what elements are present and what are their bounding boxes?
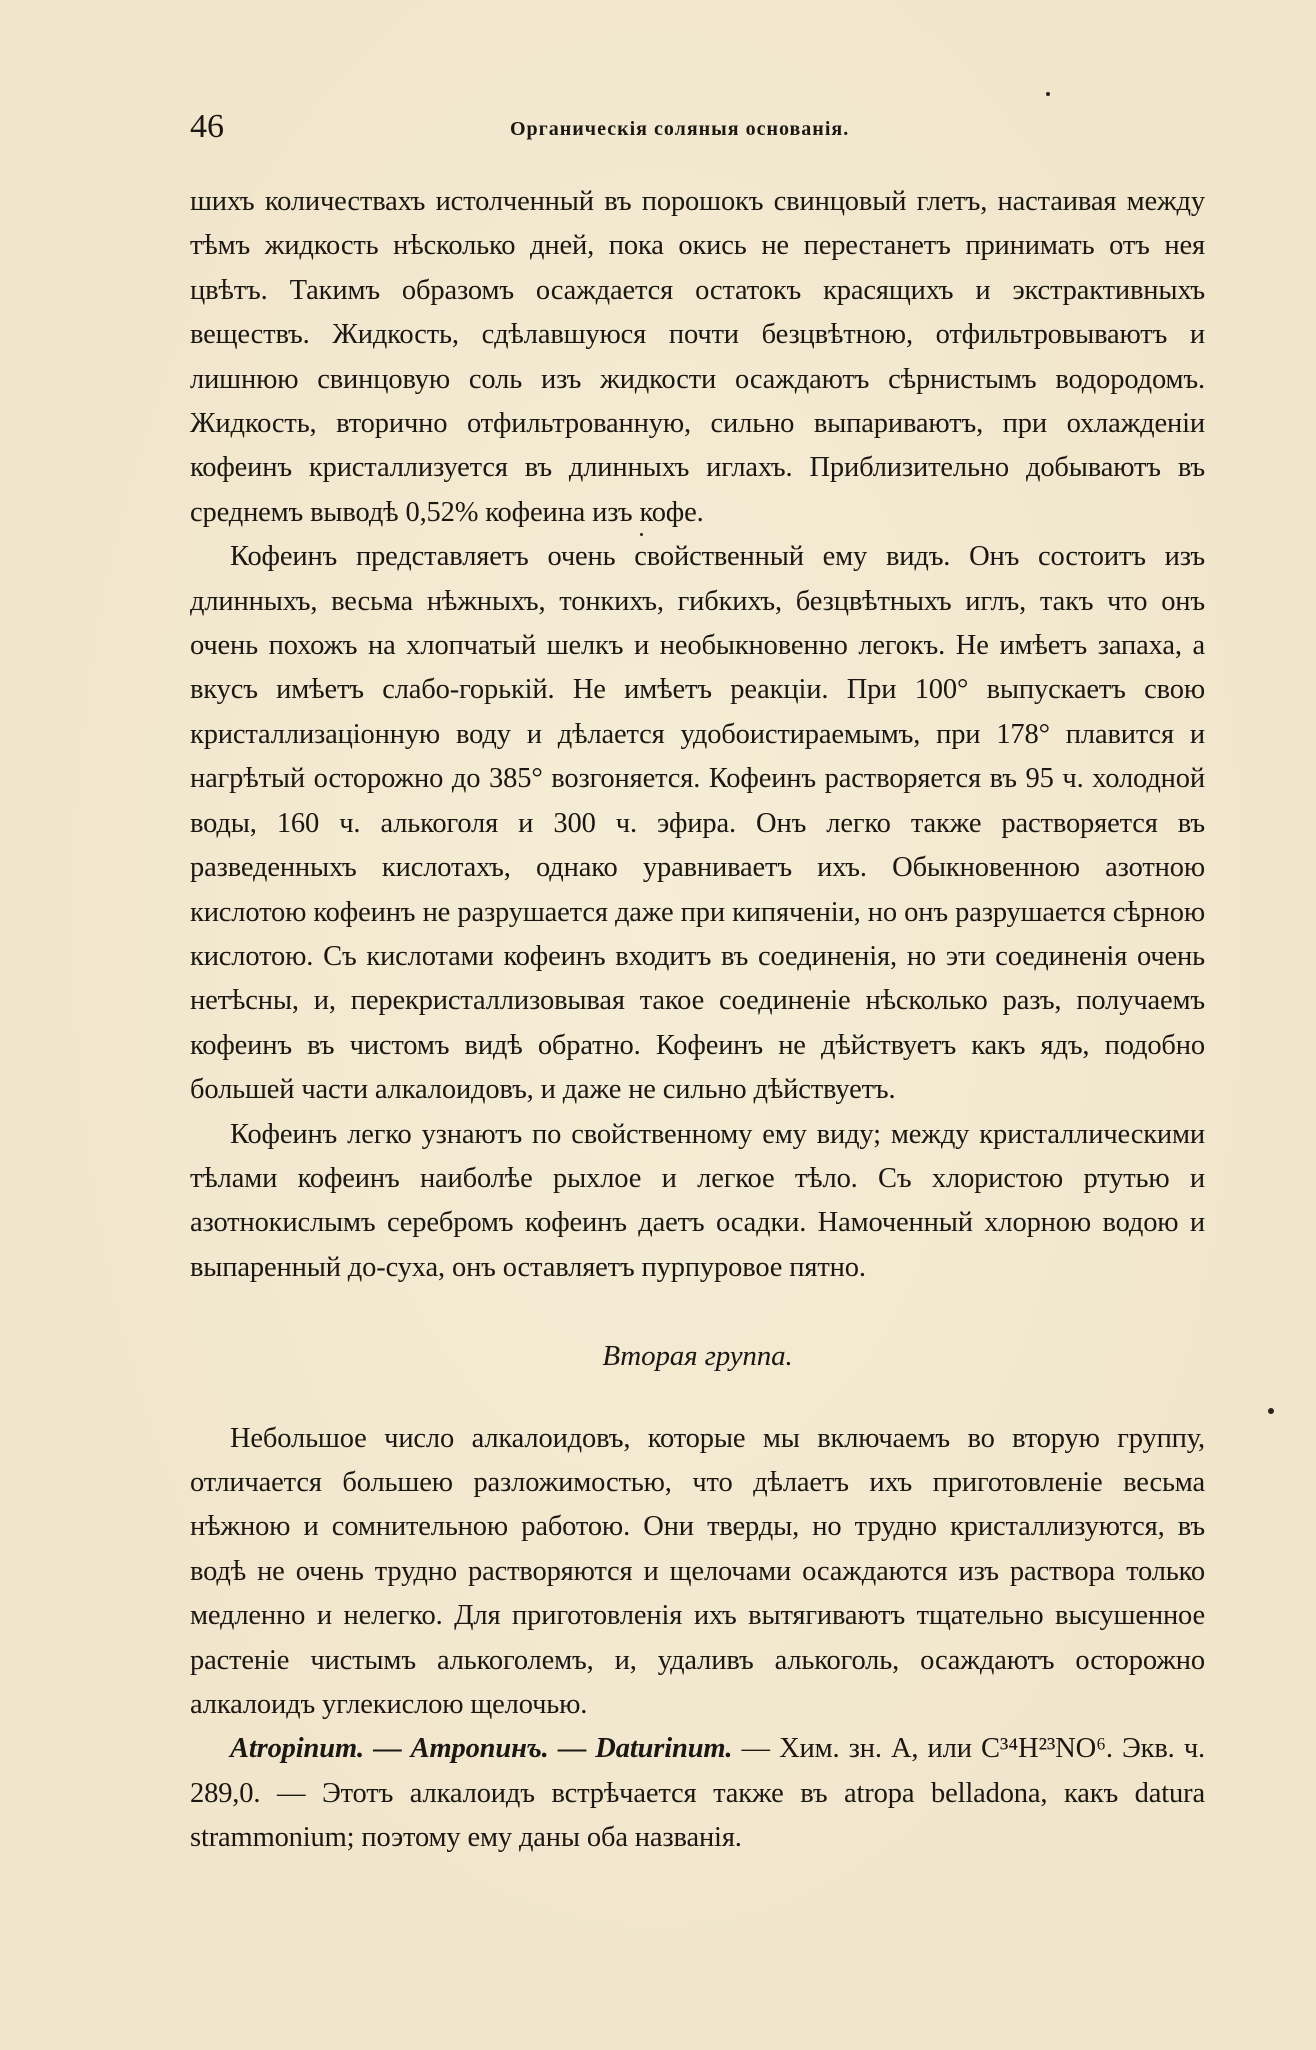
page-speck: [1046, 92, 1050, 96]
atropine-formula: C³⁴H²³NO⁶.: [980, 1733, 1113, 1765]
atropine-synonym: Daturinum.: [595, 1733, 733, 1765]
page-number: 46: [190, 108, 224, 145]
running-title: Органическія соляныя основанія.: [510, 118, 850, 140]
atropine-entry: Atropinum. — Атропинъ. — Daturinum. — Хим. зн. A, или C³⁴H²³NO⁶. Экв. ч. 289,0. — Этотъ алкалоидъ встрѣчается также въ atropa belladona, какъ datura strammonium; поэтому ему даны оба названія.: [190, 1733, 1205, 1854]
page-header: [190, 108, 1210, 148]
page-speck: [640, 533, 643, 536]
page-speck: [1268, 1408, 1274, 1414]
section-paragraph-1: Небольшое число алкалоидовъ, которые мы включаемъ во вторую группу, отличается большею разложимостью, что дѣлаетъ ихъ приготовленіе весьма нѣжною и сомнительною работою. Они тверды, но трудно кристаллизуются, въ водѣ не очень трудно растворяются и щелочами осаждаются изъ раствора только медленно и нелегко. Для приготовленія ихъ вытягиваютъ тщательно высушенное растеніе чистымъ алькоголемъ, и, удаливъ алькоголь, осаждаютъ осторожно алкалоидъ углекислою щелочью.: [190, 1422, 1205, 1720]
section-heading: Вторая группа.: [602, 1340, 793, 1373]
page-body: [190, 180, 1205, 1861]
atropine-latin-name: Atropinum.: [230, 1733, 364, 1765]
paragraph-3: Кофеинъ легко узнаютъ по свойственному ему виду; между кристаллическими тѣлами кофеинъ наиболѣе рыхлое и легкое тѣло. Съ хлористою ртутью и азотнокислымъ серебромъ кофеинъ даетъ осадки. Намоченный хлорною водою и выпаренный до-суха, онъ оставляетъ пурпуровое пятно.: [190, 1118, 1205, 1283]
atropine-text: Экв. ч. 289,0. — Этотъ алкалоидъ встрѣчается также въ atropa belladona, какъ datura strammonium; поэтому ему даны оба названія.: [190, 1733, 1205, 1854]
paragraph-1: шихъ количествахъ истолченный въ порошокъ свинцовый глетъ, настаивая между тѣмъ жидкость нѣсколько дней, пока окись не перестанетъ принимать отъ нея цвѣтъ. Такимъ образомъ осаждается остатокъ красящихъ и экстрактивныхъ веществъ. Жидкость, сдѣлавшуюся почти безцвѣтною, отфильтровываютъ и лишнюю свинцовую соль изъ жидкости осаждаютъ сѣрнистымъ водородомъ. Жидкость, вторично отфильтрованную, сильно выпариваютъ, при охлажденіи кофеинъ кристаллизуется въ длинныхъ иглахъ. Приблизительно добываютъ въ среднемъ выводѣ 0,52% кофеина изъ кофе.: [190, 186, 1205, 528]
formula-or: или: [927, 1733, 972, 1765]
paragraph-2: Кофеинъ представляетъ очень свойственный ему видъ. Онъ состоитъ изъ длинныхъ, весьма нѣжныхъ, тонкихъ, гибкихъ, безцвѣтныхъ иглъ, такъ что онъ очень похожъ на хлопчатый шелкъ и необыкновенно легокъ. Не имѣетъ запаха, а вкусъ имѣетъ слабо-горькій. Не имѣетъ реакціи. При 100° выпускаетъ свою кристаллизаціонную воду и дѣлается удобоистираемымъ, при 178° плавится и нагрѣтый осторожно до 385° возгоняется. Кофеинъ растворяется въ 95 ч. холодной воды, 160 ч. алькоголя и 300 ч. эфира. Онъ легко также растворяется въ разведенныхъ кислотахъ, однако уравниваетъ ихъ. Обыкновенною азотною кислотою кофеинъ не разрушается даже при кипяченіи, но онъ разрушается сѣрною кислотою. Съ кислотами кофеинъ входитъ въ соединенія, но эти соединенія очень нетѣсны, и, перекристаллизовывая такое соединеніе нѣсколько разъ, получаемъ кофеинъ въ чистомъ видѣ обратно. Кофеинъ не дѣйствуетъ какъ ядъ, подобно большей части алкалоидовъ, и даже не сильно дѣйствуетъ.: [190, 541, 1205, 1106]
formula-intro: Хим. зн.: [779, 1733, 882, 1765]
atropine-symbol: A: [890, 1733, 912, 1765]
atropine-russian-name: Атропинъ.: [410, 1733, 549, 1765]
